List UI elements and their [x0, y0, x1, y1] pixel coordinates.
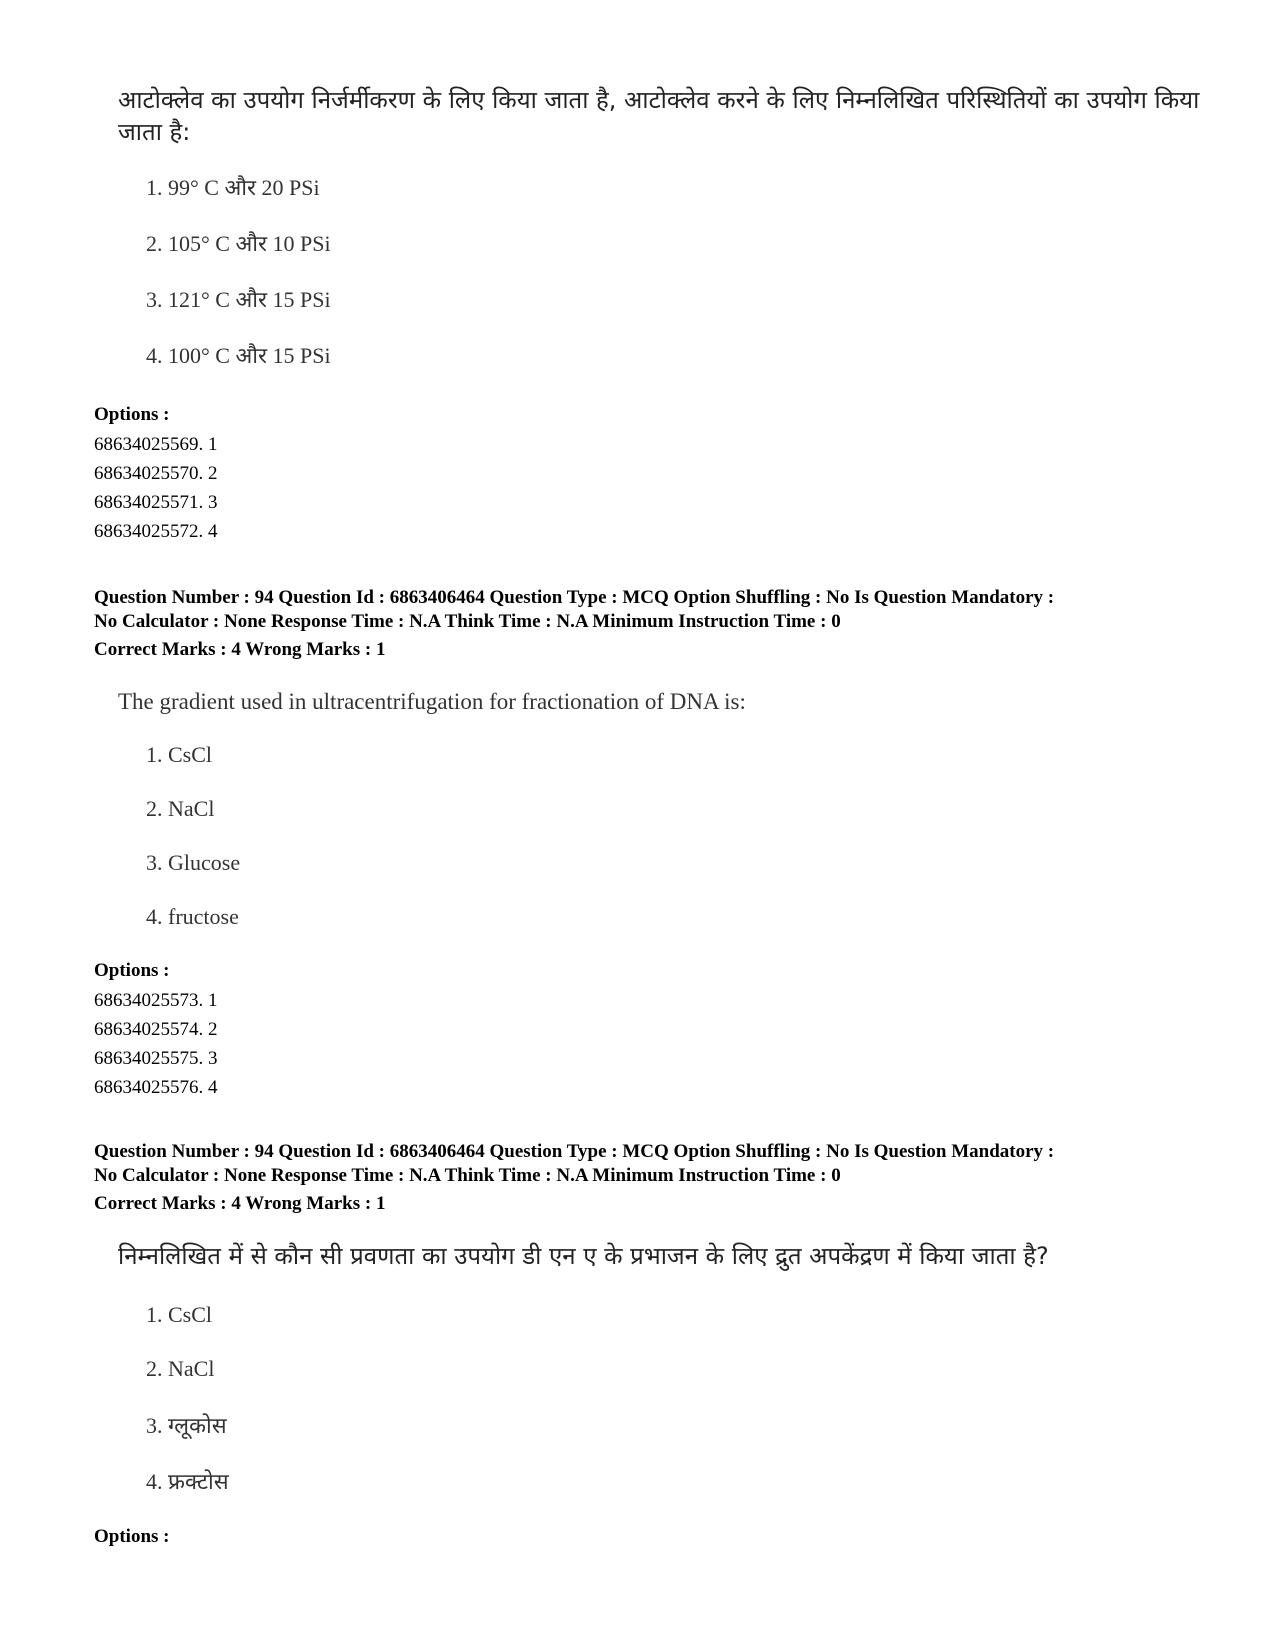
question-text-hindi-gradient: निम्नलिखित में से कौन सी प्रवणता का उपयोग डी एन ए के प्रभाजन के लिए द्रुत अपकेंद्रण में किया जाता है? [118, 1242, 1049, 1270]
option-item: 68634025576. 4 [94, 1077, 218, 1098]
question-meta-line-1: Question Number : 94 Question Id : 6863406464 Question Type : MCQ Option Shuffling : No Is Question Mandatory : [94, 587, 1055, 608]
option-item: 68634025572. 4 [94, 521, 218, 542]
choice-prefix: 1. 99° C [146, 175, 219, 200]
choice-4 [146, 340, 331, 370]
option-item: 68634025573. 1 [94, 990, 218, 1011]
choice-1: 1. CsCl [146, 1302, 213, 1327]
question-meta-line-2: No Calculator : None Response Time : N.A Think Time : N.A Minimum Instruction Time : 0 [94, 1165, 841, 1186]
choice-conjunction: और [235, 288, 267, 313]
question-meta-line-2: No Calculator : None Response Time : N.A Think Time : N.A Minimum Instruction Time : 0 [94, 611, 841, 632]
question-meta-line-1: Question Number : 94 Question Id : 6863406464 Question Type : MCQ Option Shuffling : No Is Question Mandatory : [94, 1141, 1055, 1162]
choice-3 [146, 284, 331, 314]
options-list [94, 986, 218, 1102]
choice-number: 4. [146, 1469, 163, 1494]
choice-4 [146, 1466, 229, 1496]
choice-1 [146, 172, 320, 202]
options-label: Options : [94, 1526, 170, 1547]
choice-conjunction: और [235, 344, 267, 369]
option-item: 68634025575. 3 [94, 1048, 218, 1069]
choice-3: 3. Glucose [146, 850, 241, 875]
choice-prefix: 4. 100° C [146, 343, 230, 368]
choice-2: 2. NaCl [146, 796, 215, 821]
choice-prefix: 2. 105° C [146, 231, 230, 256]
question-text-hindi-autoclave: आटोक्लेव का उपयोग निर्जर्मीकरण के लिए किया जाता है, आटोक्लेव करने के लिए निम्नलिखित परिस्थितियों का उपयोग किया जाता है: [118, 86, 1200, 146]
option-item: 68634025570. 2 [94, 463, 218, 484]
choice-conjunction: और [235, 232, 267, 257]
choice-suffix: 15 PSi [272, 287, 331, 312]
choice-text-hindi: ग्लूकोस [168, 1414, 227, 1439]
choice-suffix: 20 PSi [261, 175, 320, 200]
option-item: 68634025569. 1 [94, 434, 218, 455]
choice-conjunction: और [224, 176, 256, 201]
question-meta [94, 586, 1214, 634]
question-marks: Correct Marks : 4 Wrong Marks : 1 [94, 639, 386, 660]
choice-prefix: 3. 121° C [146, 287, 230, 312]
question-meta [94, 1140, 1214, 1188]
option-item: 68634025571. 3 [94, 492, 218, 513]
options-label: Options : [94, 960, 170, 981]
options-label: Options : [94, 404, 170, 425]
question-text-english: The gradient used in ultracentrifugation for fractionation of DNA is: [118, 689, 746, 714]
choice-text-hindi: फ्रक्टोस [168, 1470, 229, 1495]
choice-suffix: 15 PSi [272, 343, 331, 368]
choice-3 [146, 1410, 227, 1440]
choice-2 [146, 228, 331, 258]
choice-2: 2. NaCl [146, 1356, 215, 1381]
options-list [94, 430, 218, 546]
choice-1: 1. CsCl [146, 742, 213, 767]
choice-4: 4. fructose [146, 904, 239, 929]
question-marks: Correct Marks : 4 Wrong Marks : 1 [94, 1193, 386, 1214]
option-item: 68634025574. 2 [94, 1019, 218, 1040]
choice-number: 3. [146, 1413, 163, 1438]
choice-suffix: 10 PSi [272, 231, 331, 256]
